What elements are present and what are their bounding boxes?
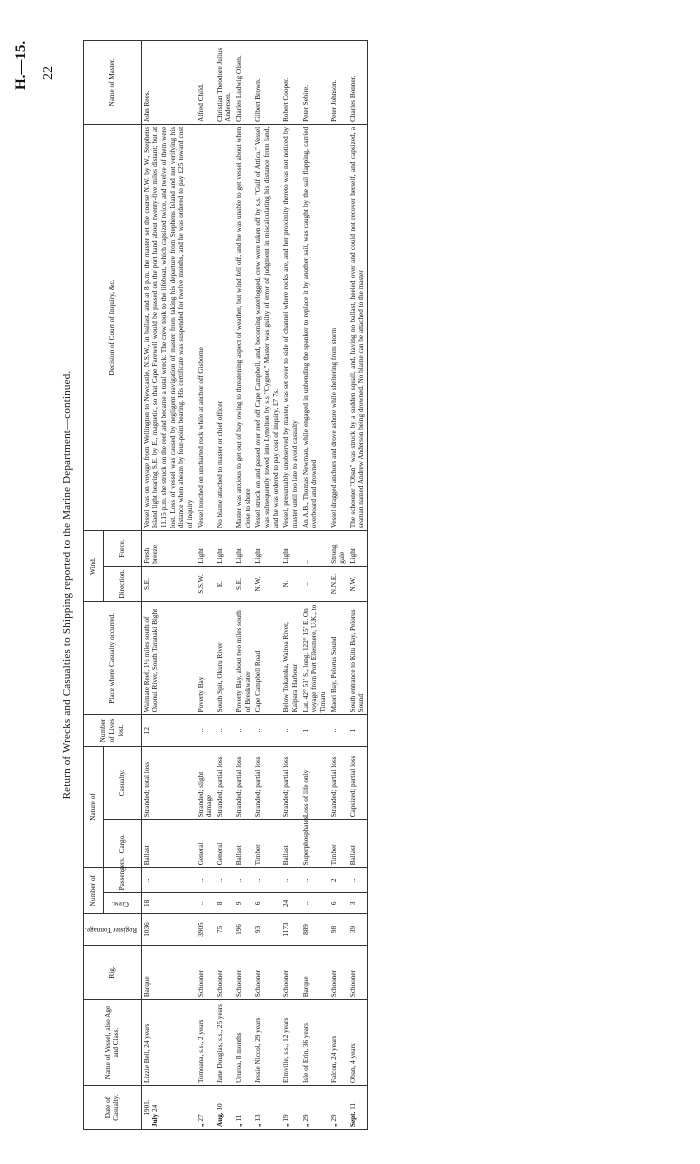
tonnage-cell: 98: [329, 914, 348, 945]
header-crew: Crew.: [103, 893, 141, 914]
decision-cell: Vessel touched on uncharted rock while at anchor off Gisborne: [196, 124, 215, 530]
rig-cell: Schooner: [348, 945, 368, 999]
master-cell: John Rees.: [141, 41, 195, 125]
force-cell: Light: [348, 531, 368, 567]
master-cell: Charles Bonner.: [348, 41, 368, 125]
date-cell: [215, 1086, 234, 1130]
passengers-cell: ..: [253, 868, 281, 893]
date-cell: [281, 1086, 300, 1130]
crew-cell: 6: [329, 893, 348, 914]
header-master: Name of Master.: [84, 41, 142, 125]
crew-cell: 18: [141, 893, 195, 914]
passengers-cell: 2: [329, 868, 348, 893]
table-row: [281, 41, 300, 1130]
casualty-table: [83, 40, 368, 1130]
day-label: 29: [329, 1114, 338, 1122]
page-number: 22: [41, 66, 56, 80]
day-label: 11: [348, 1102, 357, 1110]
rig-cell: Schooner: [253, 945, 281, 999]
cargo-cell: Timber: [253, 820, 281, 868]
place-cell: Poverty Bay: [196, 602, 215, 715]
date-cell: [329, 1086, 348, 1130]
master-cell: Peter Johnson.: [329, 41, 348, 125]
crew-cell: 9: [234, 893, 253, 914]
date-cell: [141, 1086, 195, 1130]
date-cell: [301, 1086, 329, 1130]
header-passengers: Passengers.: [103, 868, 141, 893]
header-tonnage: Register Tonnage.: [84, 914, 142, 945]
cargo-cell: Superphosphates: [301, 820, 329, 868]
header-vessel: Name of Vessel, also Age and Class.: [84, 1000, 142, 1086]
month-label: „: [254, 1123, 263, 1127]
rig-cell: Schooner: [329, 945, 348, 999]
rig-cell: Barque: [301, 945, 329, 999]
vessel-cell: Tomoana, s.s., 2 years: [196, 1000, 215, 1086]
lives-cell: ..: [329, 715, 348, 746]
table-row: [348, 41, 368, 1130]
lives-cell: 1: [348, 715, 368, 746]
crew-cell: 6: [253, 893, 281, 914]
table-row: [196, 41, 215, 1130]
header-decision: Decision of Court of Inquiry, &c.: [84, 124, 142, 530]
header-force: Force.: [103, 531, 141, 567]
decision-cell: Vessel dragged anchors and drove ashore while sheltering from storm: [329, 124, 348, 530]
tonnage-cell: 75: [215, 914, 234, 945]
header-rig: Rig.: [84, 945, 142, 999]
header-number-of: Number of: [84, 868, 104, 914]
master-cell: Charles Ludwig Olsen.: [234, 41, 253, 125]
force-cell: Light: [215, 531, 234, 567]
lives-cell: ..: [281, 715, 300, 746]
month-label: „: [329, 1123, 338, 1127]
table-title: Return of Wrecks and Casualties to Shipping reported to the Marine Department—continued.: [61, 370, 73, 800]
date-cell: [196, 1086, 215, 1130]
decision-cell: An A.B., Thomas Newman, while engaged in unbending the spanker to replace it by another sail, was caught by the sail flapping, carried overboard and drowned: [301, 124, 329, 530]
header-cargo: Cargo.: [103, 820, 141, 868]
force-cell: Strong gale: [329, 531, 348, 567]
cargo-cell: General: [215, 820, 234, 868]
force-cell: Light: [196, 531, 215, 567]
decision-cell: The schooner "Oban" was struck by a sudden squall, and, having no ballast, heeled over and could not recover herself, and capsized, a seaman named Andrew Anderson being drowned. No blame can be attached to the master: [348, 124, 368, 530]
lives-cell: ..: [253, 715, 281, 746]
header-date: Date of Casualty.: [84, 1086, 142, 1130]
direction-cell: S.E.: [141, 566, 195, 602]
vessel-cell: Jessie Niccol, 29 years: [253, 1000, 281, 1086]
force-cell: Fresh breeze: [141, 531, 195, 567]
tonnage-cell: 93: [253, 914, 281, 945]
vessel-cell: Ururoa, 8 months: [234, 1000, 253, 1086]
direction-cell: N.N.E.: [329, 566, 348, 602]
force-cell: ..: [301, 531, 329, 567]
tonnage-cell: 196: [234, 914, 253, 945]
month-label: „: [196, 1123, 205, 1127]
decision-cell: No blame attached to master or chief officer: [215, 124, 234, 530]
vessel-cell: Lizzie Bell, 24 years: [141, 1000, 195, 1086]
month-label: „: [301, 1123, 310, 1127]
vessel-cell: Isle of Erin, 36 years: [301, 1000, 329, 1086]
place-cell: South entrance to Kitu Bay, Pelorus Sound: [348, 602, 368, 715]
place-cell: Cape Campbell Road: [253, 602, 281, 715]
tonnage-cell: 889: [301, 914, 329, 945]
table-row: [329, 41, 348, 1130]
month-label: „: [235, 1123, 244, 1127]
crew-cell: 8: [215, 893, 234, 914]
table-row: [253, 41, 281, 1130]
tonnage-cell: 39: [348, 914, 368, 945]
force-cell: Light: [281, 531, 300, 567]
place-cell: Maori Bay, Pelorus Sound: [329, 602, 348, 715]
tonnage-cell: 1173: [281, 914, 300, 945]
crew-cell: 24: [281, 893, 300, 914]
casualty-cell: Stranded; partial loss: [329, 746, 348, 819]
place-cell: South Spit, Okuru River: [215, 602, 234, 715]
month-label: „: [282, 1123, 291, 1127]
place-cell: Below Tokatoka, Wairoa River, Kaipara Harbour: [281, 602, 300, 715]
passengers-cell: ..: [301, 868, 329, 893]
force-cell: Light: [253, 531, 281, 567]
day-label: 11: [235, 1114, 244, 1122]
day-label: 24: [151, 1104, 160, 1113]
direction-cell: S.E.: [234, 566, 253, 602]
rig-cell: Schooner: [196, 945, 215, 999]
lives-cell: ..: [234, 715, 253, 746]
cargo-cell: Ballast: [281, 820, 300, 868]
crew-cell: 3: [348, 893, 368, 914]
decision-cell: Vessel, presumably unobserved by master, was set over to side of channel where rocks are, and her proximity thereto was not noticed by master until too late to avoid casualty: [281, 124, 300, 530]
passengers-cell: ..: [348, 868, 368, 893]
lives-cell: ..: [215, 715, 234, 746]
header-nature-of: Nature of: [84, 746, 104, 867]
direction-cell: S.S.W.: [196, 566, 215, 602]
casualty-cell: Stranded; partial loss: [281, 746, 300, 819]
rig-cell: Schooner: [215, 945, 234, 999]
month-label: Sept.: [348, 1111, 357, 1127]
table-row: [215, 41, 234, 1130]
passengers-cell: ..: [196, 868, 215, 893]
cargo-cell: General: [196, 820, 215, 868]
master-cell: Gilbert Brown.: [253, 41, 281, 125]
table-row: [141, 41, 195, 1130]
direction-cell: N.W.: [253, 566, 281, 602]
casualty-cell: Stranded; partial loss: [234, 746, 253, 819]
rotated-return-sheet: [13, 40, 600, 1130]
decision-cell: Vessel struck on and passed over reef off Cape Campbell, and, becoming waterlogged, crew were taken off by s.s. "Gulf of Attica." Vessel was subsequently towed into Lyttelton by s.s "Cygnet." Master was guilty of error of judgment in miscalculating his distance from land, and he was ordered to pay cost of inquiry, £7 7s.: [253, 124, 281, 530]
day-label: 13: [254, 1114, 263, 1122]
day-label: 19: [282, 1114, 291, 1122]
date-cell: [234, 1086, 253, 1130]
vessel-cell: Oban, 4 years: [348, 1000, 368, 1086]
year-label: 1901.: [142, 1099, 151, 1116]
page-reference: H.—15.: [13, 40, 29, 90]
direction-cell: N.: [281, 566, 300, 602]
lives-cell: 1: [301, 715, 329, 746]
passengers-cell: ..: [234, 868, 253, 893]
rig-cell: Barque: [141, 945, 195, 999]
place-cell: Poverty Bay, about two miles south of Breakwater: [234, 602, 253, 715]
date-cell: [348, 1086, 368, 1130]
vessel-cell: Falcon, 24 years: [329, 1000, 348, 1086]
tonnage-cell: 1036: [141, 914, 195, 945]
casualty-cell: Stranded; slight damage: [196, 746, 215, 819]
place-cell: Waimate Reef, 1½ miles south of Oaonui River, South Taranaki Bight: [141, 602, 195, 715]
cargo-cell: Ballast: [234, 820, 253, 868]
vessel-cell: Jane Douglas, s.s., 25 years: [215, 1000, 234, 1086]
casualty-cell: Stranded; partial loss: [215, 746, 234, 819]
master-cell: Peter Sebire.: [301, 41, 329, 125]
day-label: 10: [215, 1103, 224, 1111]
lives-cell: 12: [141, 715, 195, 746]
direction-cell: N.W.: [348, 566, 368, 602]
decision-cell: Vessel was on voyage from Wellington to Newcastle, N.S.W., in ballast, and at 8 p.m. the master set the course N.W. by W., Stephens Island light bearing S.E. by E., magnetic, so that Cape Farewell would be passed on the port hand about twenty-five miles distant; but at 11.15 p.m. she struck on the reef and became a total wreck. The crew took to the lifeboat, which capsized twice, and twelve of them were lost. Loss of vessel was caused by negligent navigation of master from taking his departure from Stephens Island and not verifying his distance when abeam by four-point bearing. His certificate was suspended for twelve months, and he was ordered to pay £25 toward cost of inquiry: [141, 124, 195, 530]
table-row: [301, 41, 329, 1130]
crew-cell: ..: [196, 893, 215, 914]
cargo-cell: Ballast: [348, 820, 368, 868]
master-cell: Christian Theodore Julius Andersen.: [215, 41, 234, 125]
passengers-cell: ..: [141, 868, 195, 893]
place-cell: Lat. 42° 51′ S., long. 122° 15′ E. On voyage from Port Ellesmere, U.K., to Timaru: [301, 602, 329, 715]
lives-cell: ..: [196, 715, 215, 746]
crew-cell: ..: [301, 893, 329, 914]
tonnage-cell: 3905: [196, 914, 215, 945]
casualty-cell: Loss of life only: [301, 746, 329, 819]
passengers-cell: ..: [215, 868, 234, 893]
direction-cell: ..: [301, 566, 329, 602]
table-row: [234, 41, 253, 1130]
cargo-cell: Ballast: [141, 820, 195, 868]
cargo-cell: Timber: [329, 820, 348, 868]
header-lives-lost: Number of Lives lost.: [84, 715, 142, 746]
casualty-cell: Stranded; partial loss: [253, 746, 281, 819]
force-cell: Light: [234, 531, 253, 567]
day-label: 29: [301, 1114, 310, 1122]
day-label: 27: [196, 1114, 205, 1122]
decision-cell: Master was anxious to get out of bay owing to threatening aspect of weather, but wind fell off, and he was unable to get vessel about when close to shore: [234, 124, 253, 530]
date-cell: [253, 1086, 281, 1130]
header-direction: Direction.: [103, 566, 141, 602]
rig-cell: Schooner: [234, 945, 253, 999]
rig-cell: Schooner: [281, 945, 300, 999]
month-label: Aug.: [215, 1112, 224, 1127]
header-wind: Wind.: [84, 531, 104, 602]
month-label: July: [151, 1113, 160, 1127]
header-place: Place where Casualty occurred.: [84, 602, 142, 715]
direction-cell: E.: [215, 566, 234, 602]
vessel-cell: Elmville, s.s., 12 years: [281, 1000, 300, 1086]
master-cell: Alfred Child.: [196, 41, 215, 125]
master-cell: Robert Cooper.: [281, 41, 300, 125]
passengers-cell: ..: [281, 868, 300, 893]
casualty-cell: Capsized; partial loss: [348, 746, 368, 819]
casualty-cell: Stranded; total loss: [141, 746, 195, 819]
header-casualty: Casualty.: [103, 746, 141, 819]
